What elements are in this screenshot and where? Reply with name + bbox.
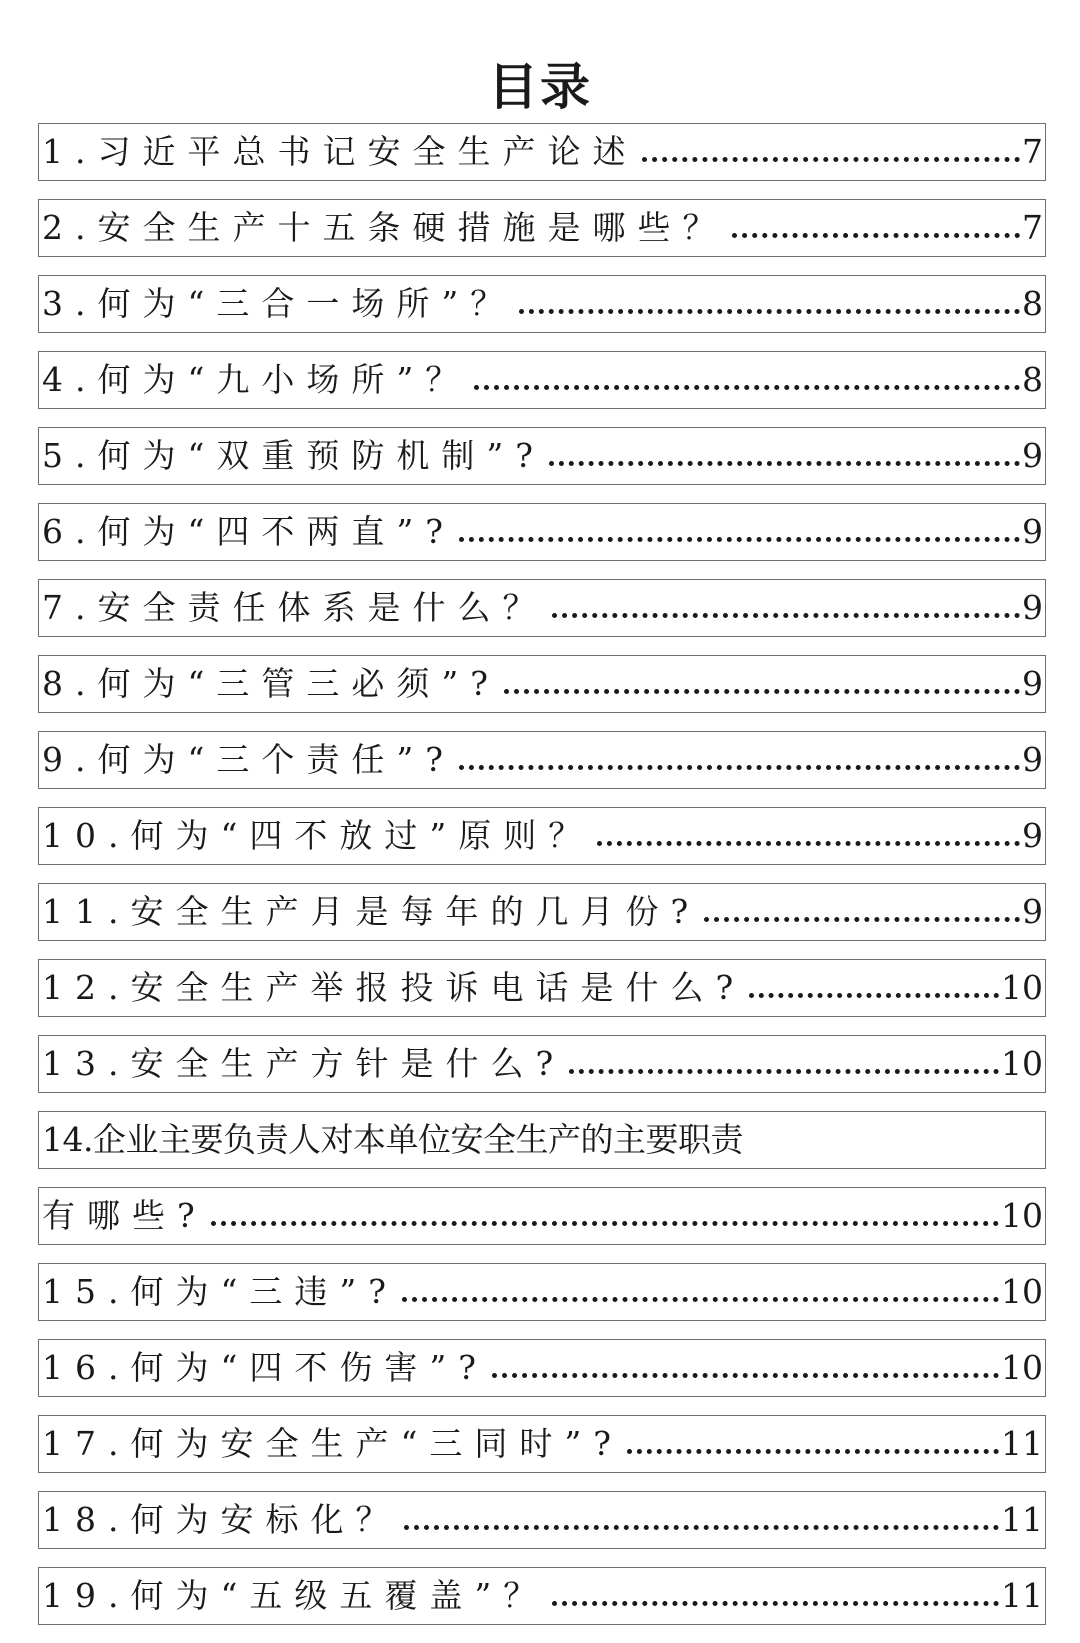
dot-leader (549, 461, 1020, 466)
toc-entry[interactable] (38, 1491, 1046, 1549)
toc-entry[interactable] (38, 199, 1046, 257)
toc-page-number: 10 (1001, 1044, 1043, 1083)
toc-page-number: 11 (1001, 1424, 1043, 1463)
toc-entry-title: 18.何为安标化？ (42, 1500, 401, 1539)
dot-leader (492, 1373, 999, 1378)
dot-leader (704, 917, 1020, 922)
toc-entry-title: 7.安全责任体系是什么？ (42, 588, 548, 627)
toc-entry[interactable] (38, 1111, 1046, 1169)
dot-leader (402, 1297, 999, 1302)
toc-entry-title: 16.何为“四不伤害”? (42, 1348, 488, 1387)
toc-entry-title: 11.安全生产月是每年的几月份? (42, 892, 701, 931)
toc-page-number: 10 (1001, 1272, 1043, 1311)
toc-entry[interactable] (38, 123, 1046, 181)
dot-leader (519, 309, 1020, 314)
toc-entry-continuation[interactable] (38, 1187, 1046, 1245)
dot-leader (642, 157, 1021, 162)
toc-entry-title: 14.企业主要负责人对本单位安全生产的主要职责 (42, 1120, 743, 1159)
toc-page-number: 10 (1001, 1348, 1043, 1387)
toc-entry-title: 2.安全生产十五条硬措施是哪些？ (42, 208, 728, 247)
toc-entry-title: 13.安全生产方针是什么? (42, 1044, 566, 1083)
dot-leader (732, 233, 1021, 238)
toc-entry[interactable] (38, 807, 1046, 865)
toc-page-number: 11 (1001, 1576, 1043, 1615)
toc-entry[interactable] (38, 1339, 1046, 1397)
toc-page-number: 7 (1022, 208, 1043, 247)
dot-leader (459, 765, 1020, 770)
dot-leader (552, 1601, 999, 1606)
toc-entry-title: 4.何为“九小场所”？ (42, 360, 471, 399)
toc-entry-title: 9.何为“三个责任”? (42, 740, 455, 779)
dot-leader (569, 1069, 999, 1074)
dot-leader (504, 689, 1020, 694)
toc-entry-title: 19.何为“五级五覆盖”？ (42, 1576, 549, 1615)
toc-page-number: 9 (1022, 740, 1043, 779)
toc-page-number: 8 (1022, 284, 1043, 323)
toc-page-number: 10 (1001, 968, 1043, 1007)
toc-entry[interactable] (38, 883, 1046, 941)
toc-entry[interactable] (38, 959, 1046, 1017)
toc-page-number: 11 (1001, 1500, 1043, 1539)
dot-leader (404, 1525, 999, 1530)
toc-entry-title: 12.安全生产举报投诉电话是什么? (42, 968, 746, 1007)
toc-page-number: 9 (1022, 512, 1043, 551)
toc-entry[interactable] (38, 1415, 1046, 1473)
dot-leader (552, 613, 1021, 618)
toc-page-number: 9 (1022, 892, 1043, 931)
toc-entry-title: 6.何为“四不两直”? (42, 512, 455, 551)
dot-leader (749, 993, 999, 998)
dot-leader (474, 385, 1020, 390)
toc-entry[interactable] (38, 1035, 1046, 1093)
toc-entry-title: 3.何为“三合一场所”？ (42, 284, 516, 323)
toc-page-number: 9 (1022, 588, 1043, 627)
dot-leader (459, 537, 1020, 542)
table-of-contents (38, 123, 1046, 1643)
toc-entry[interactable] (38, 503, 1046, 561)
toc-entry[interactable] (38, 1263, 1046, 1321)
dot-leader (597, 841, 1020, 846)
toc-entry[interactable] (38, 351, 1046, 409)
toc-entry-title: 1.习近平总书记安全生产论述 (42, 132, 638, 171)
toc-entry-title: 17.何为安全生产“三同时”? (42, 1424, 623, 1463)
toc-entry-title: 15.何为“三违”? (42, 1272, 398, 1311)
dot-leader (627, 1449, 999, 1454)
toc-page-number: 8 (1022, 360, 1043, 399)
toc-entry[interactable] (38, 579, 1046, 637)
page-title: 目录 (488, 56, 592, 116)
toc-entry-title: 5.何为“双重预防机制”? (42, 436, 545, 475)
toc-page-number: 9 (1022, 436, 1043, 475)
toc-entry[interactable] (38, 427, 1046, 485)
toc-entry[interactable] (38, 275, 1046, 333)
toc-entry[interactable] (38, 731, 1046, 789)
dot-leader (211, 1221, 999, 1226)
toc-page-number: 9 (1022, 816, 1043, 855)
toc-page-number: 7 (1022, 132, 1043, 171)
toc-page-number: 10 (1001, 1196, 1043, 1235)
toc-entry[interactable] (38, 1567, 1046, 1625)
toc-entry-title: 有哪些? (42, 1196, 207, 1235)
toc-entry[interactable] (38, 655, 1046, 713)
toc-entry-title: 10.何为“四不放过”原则？ (42, 816, 594, 855)
toc-page-number: 9 (1022, 664, 1043, 703)
toc-entry-title: 8.何为“三管三必须”? (42, 664, 500, 703)
